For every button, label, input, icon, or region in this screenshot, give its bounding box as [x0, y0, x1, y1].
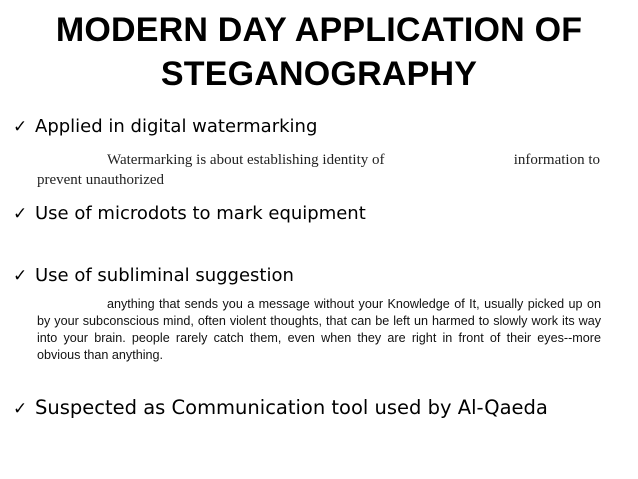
- bullet-item-al-qaeda: [13, 396, 548, 421]
- bullet-text: Use of microdots to mark equipment: [35, 203, 366, 224]
- bullet-item-subliminal: [13, 264, 294, 288]
- checkmark-icon: ✓: [13, 117, 28, 137]
- bullet-text: Suspected as Communication tool used by Al-Qaeda: [35, 396, 548, 419]
- bullet-text: Use of subliminal suggestion: [35, 265, 294, 286]
- checkmark-icon: ✓: [13, 399, 28, 419]
- bullet-text: Applied in digital watermarking: [35, 116, 318, 137]
- subliminal-desc-text: anything that sends you a message without your Knowledge of It, usually picked up on by your subconscious mind, often violent thoughts, that can be left un harmed to slowly work its way into your brain. people rarely catch them, even when they are right in front of their eyes--more obvious than anything.: [37, 297, 601, 362]
- bullet-item-microdots: [13, 202, 366, 226]
- watermark-desc-part3: prevent unauthorized: [37, 172, 165, 188]
- checkmark-icon: ✓: [13, 266, 28, 286]
- slide-title: [20, 8, 618, 96]
- bullet-item-watermarking: [13, 115, 317, 139]
- watermark-desc-part2: information to: [513, 152, 600, 168]
- title-line-2: STEGANOGRAPHY: [160, 55, 478, 93]
- checkmark-icon: ✓: [13, 204, 28, 224]
- title-line-1: MODERN DAY APPLICATION OF: [55, 11, 583, 49]
- watermark-description: [37, 150, 600, 190]
- watermark-desc-part1: Watermarking is about establishing identity of: [107, 152, 385, 168]
- subliminal-description: [37, 296, 601, 364]
